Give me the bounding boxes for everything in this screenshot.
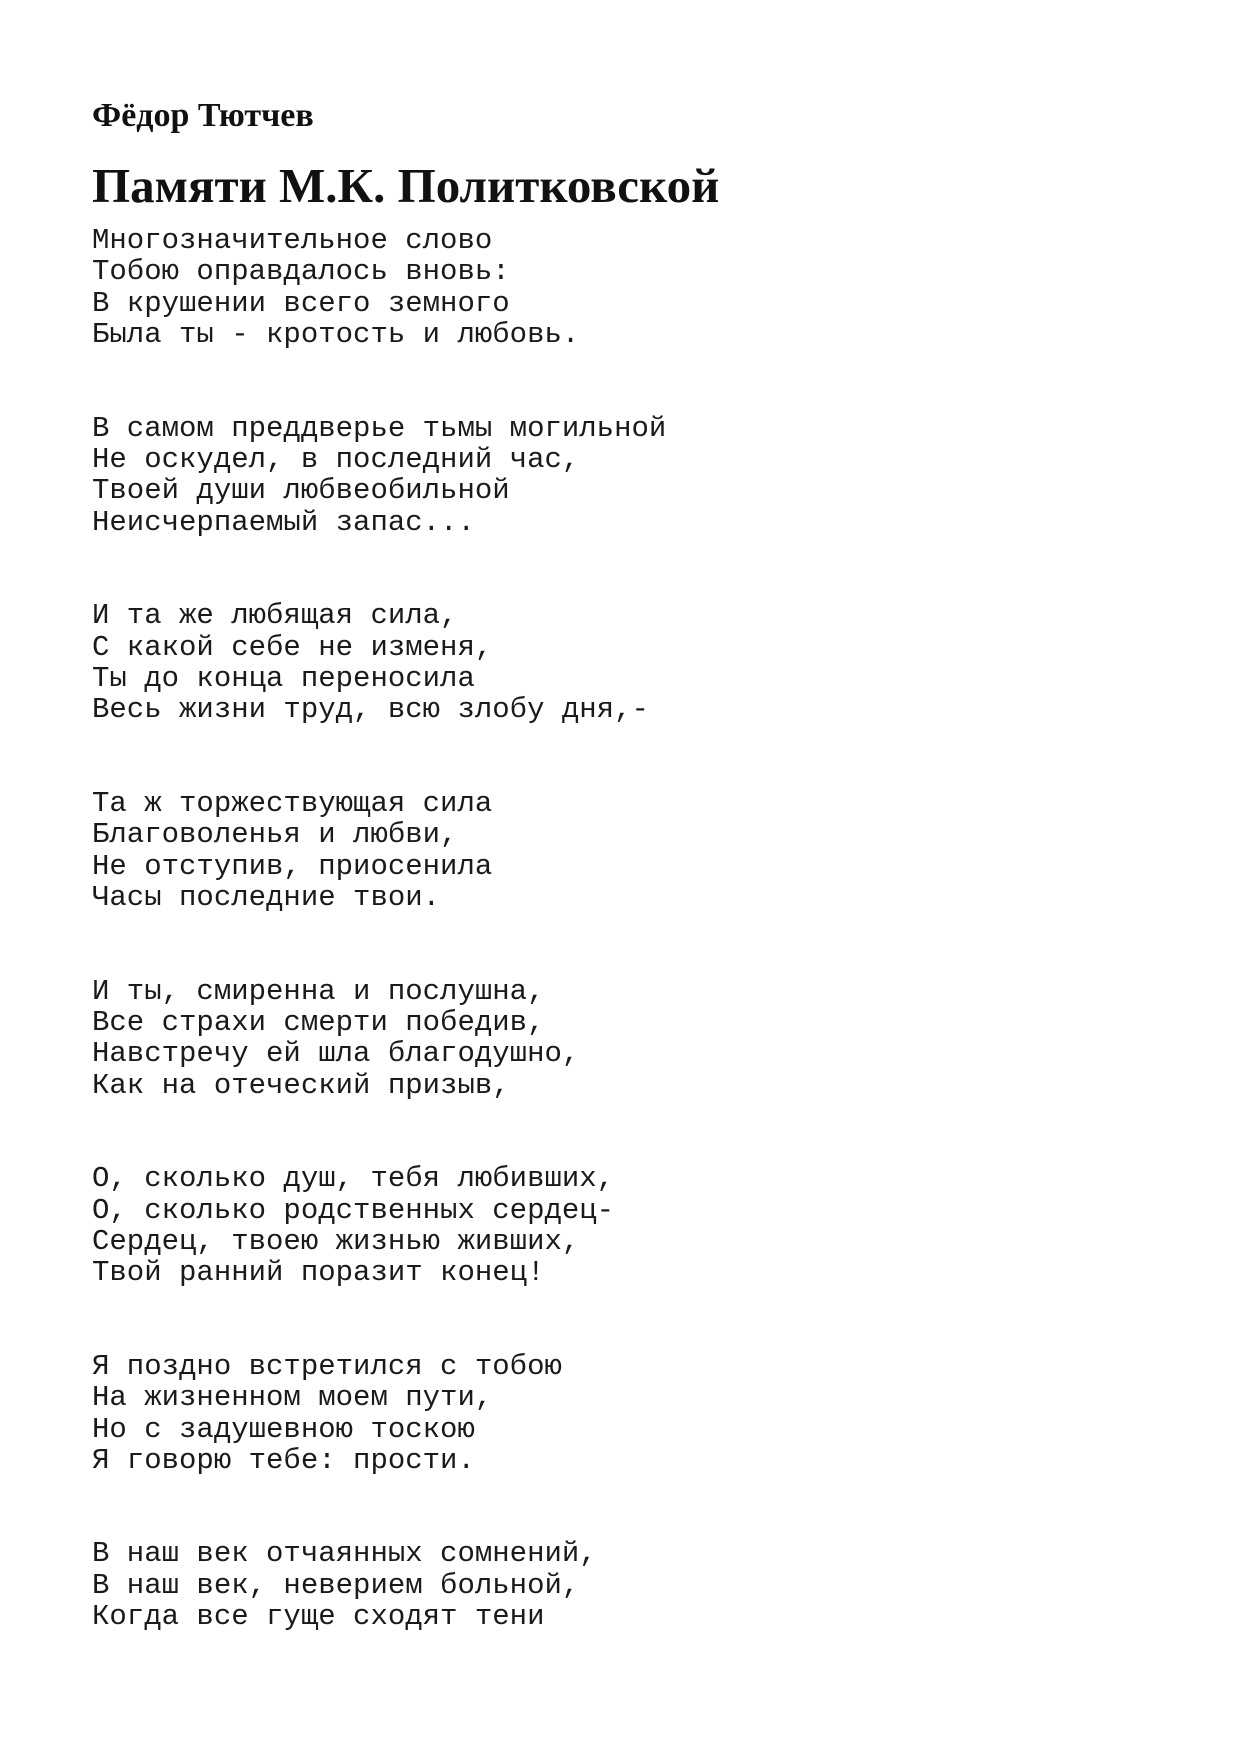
poem-line: Часы последние твои.: [92, 881, 441, 915]
stanza: [92, 788, 1202, 914]
poem-line: И та же любящая сила,: [92, 599, 458, 633]
poem-line: Тобою оправдалось вновь:: [92, 255, 510, 289]
poem-line: В крушении всего земного: [92, 286, 510, 320]
poem-line: О, сколько душ, тебя любивших,: [92, 1162, 615, 1196]
poem-line: В самом преддверье тьмы могильной: [92, 411, 667, 445]
author-name: Фёдор Тютчев: [92, 97, 314, 134]
stanza: [92, 1351, 1202, 1477]
poem-line: В наш век отчаянных сомнений,: [92, 1537, 597, 1571]
stanza: [92, 976, 1202, 1102]
poem-line: Я говорю тебе: прости.: [92, 1443, 475, 1477]
stanza: [92, 225, 1202, 351]
poem-line: Не отступив, приосенила: [92, 849, 493, 883]
stanza: [92, 600, 1202, 726]
poem-line: Когда все гуще сходят тени: [92, 1600, 545, 1634]
poem-line: С какой себе не изменя,: [92, 630, 493, 664]
poem-body: [92, 225, 1202, 1633]
poem-line: Благоволенья и любви,: [92, 818, 458, 852]
stanza: [92, 413, 1202, 539]
poem-line: Но с задушевною тоскою: [92, 1412, 475, 1446]
poem-line: Была ты - кротость и любовь.: [92, 318, 580, 352]
poem-line: Ты до конца переносила: [92, 662, 475, 696]
poem-line: О, сколько родственных сердец-: [92, 1193, 615, 1227]
stanza: [92, 1163, 1202, 1289]
poem-line: Твоей души любвеобильной: [92, 474, 510, 508]
poem-title: Памяти М.К. Политковской: [92, 158, 720, 213]
poem-line: Многозначительное слово: [92, 224, 493, 257]
poem-line: На жизненном моем пути,: [92, 1381, 493, 1415]
poem-line: Все страхи смерти победив,: [92, 1005, 545, 1039]
poem-line: Не оскудел, в последний час,: [92, 443, 580, 477]
poem-line: Весь жизни труд, всю злобу дня,-: [92, 693, 649, 727]
poem-line: Я поздно встретился с тобою: [92, 1349, 562, 1383]
poem-line: В наш век, неверием больной,: [92, 1568, 580, 1602]
poem-line: Неисчерпаемый запас...: [92, 505, 475, 539]
poem-line: Навстречу ей шла благодушно,: [92, 1037, 580, 1071]
poem-line: Твой ранний поразит конец!: [92, 1256, 545, 1290]
poem-line: Сердец, твоею жизнью живших,: [92, 1224, 580, 1258]
poem-line: И ты, смиренна и послушна,: [92, 974, 545, 1008]
poem-line: Как на отеческий призыв,: [92, 1068, 510, 1102]
poem-line: Та ж торжествующая сила: [92, 786, 493, 820]
stanza: [92, 1538, 1202, 1632]
document-page: [92, 96, 1202, 1695]
